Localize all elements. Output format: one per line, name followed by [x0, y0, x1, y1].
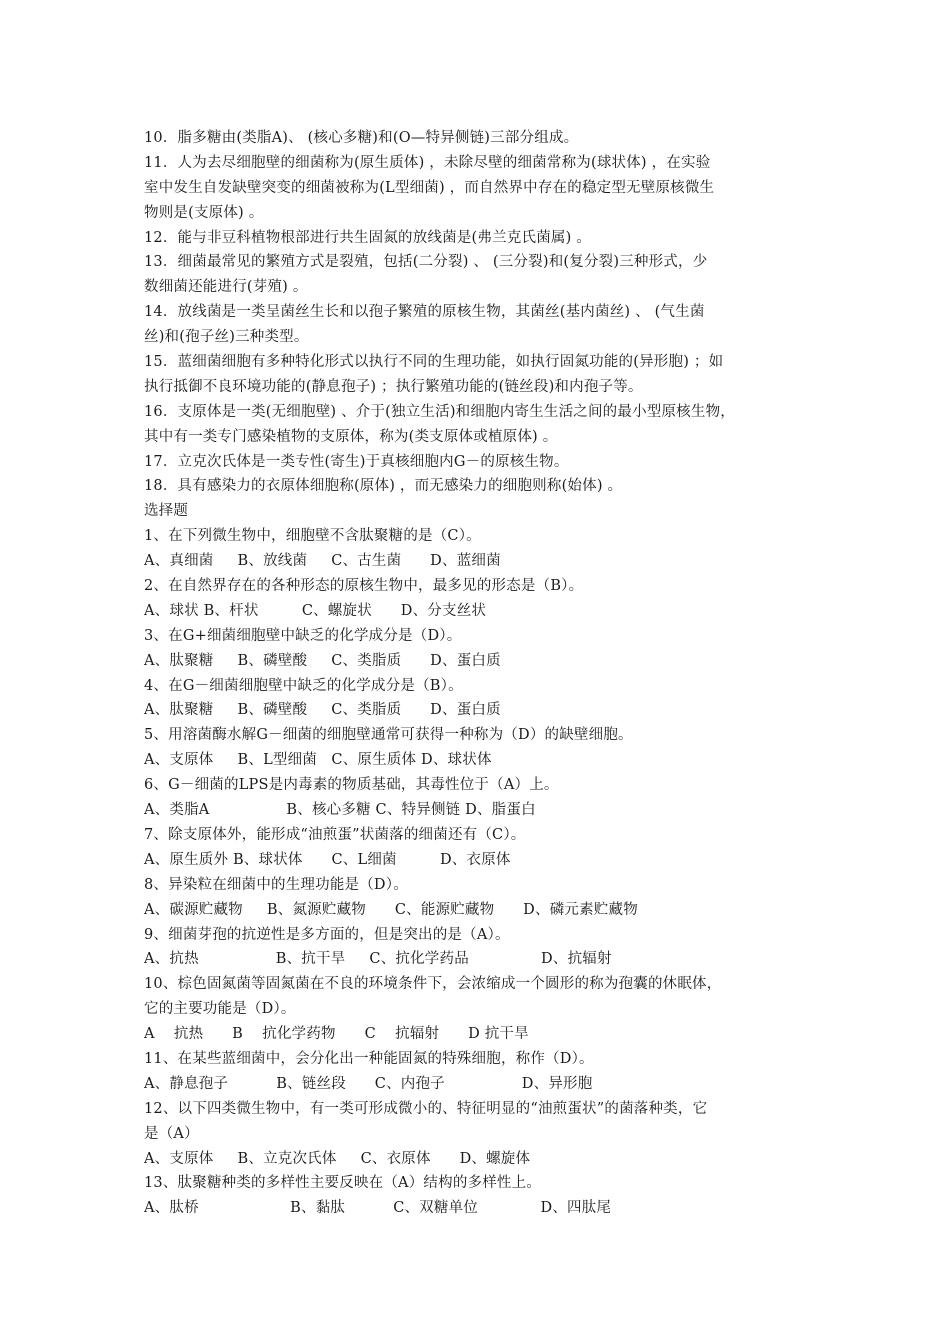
text-line: 它的主要功能是（D）。 — [144, 1001, 296, 1018]
text-line: A、肽桥 B、黏肽 C、双糖单位 D、四肽尾 — [144, 1200, 612, 1217]
text-line: 18．具有感染力的衣原体细胞称(原体) ，而无感染力的细胞则称(始体) 。 — [144, 478, 623, 495]
text-line: 8、异染粒在细菌中的生理功能是（D）。 — [144, 876, 408, 893]
text-line: A、碳源贮藏物 B、氮源贮藏物 C、能源贮藏物 D、磷元素贮藏物 — [144, 901, 638, 918]
text-line: A、抗热 B、抗干旱 C、抗化学药品 D、抗辐射 — [144, 951, 612, 968]
text-line: A、真细菌 B、放线菌 C、古生菌 D、蓝细菌 — [144, 553, 501, 570]
text-line: 12、以下四类微生物中，有一类可形成微小的、特征明显的“油煎蛋状”的菌落种类，它 — [144, 1100, 708, 1117]
text-line: 丝)和(孢子丝)三种类型。 — [144, 329, 309, 346]
text-line: A、原生质外 B、球状体 C、L细菌 D、衣原体 — [144, 851, 511, 868]
text-line: A、静息孢子 B、链丝段 C、内孢子 D、异形胞 — [144, 1075, 593, 1092]
text-line: 其中有一类专门感染植物的支原体，称为(类支原体或植原体) 。 — [144, 428, 558, 445]
text-line: 7、除支原体外，能形成“油煎蛋”状菌落的细菌还有（C）。 — [144, 826, 526, 843]
text-line: 17．立克次氏体是一类专性(寄生)于真核细胞内G－的原核生物。 — [144, 453, 569, 470]
text-line: 室中发生自发缺壁突变的细菌被称为(L型细菌) ，而自然界中存在的稳定型无壁原核微生 — [144, 179, 715, 196]
text-line: 14．放线菌是一类呈菌丝生长和以孢子繁殖的原核生物，其菌丝(基内菌丝) 、 (气生菌 — [144, 304, 705, 321]
document-body — [144, 126, 824, 1221]
text-line: A、肽聚糖 B、磷壁酸 C、类脂质 D、蛋白质 — [144, 652, 501, 669]
text-line: 是（A） — [144, 1125, 199, 1142]
text-line: 15．蓝细菌细胞有多种特化形式以执行不同的生理功能，如执行固氮功能的(异形胞) ；如 — [144, 354, 724, 371]
text-line: 3、在G+细菌细胞壁中缺乏的化学成分是（D）。 — [144, 627, 462, 644]
text-line: A、支原体 B、立克次氏体 C、衣原体 D、螺旋体 — [144, 1150, 531, 1167]
text-line: 10、棕色固氮菌等固氮菌在不良的环境条件下，会浓缩成一个圆形的称为孢囊的休眠体， — [144, 976, 722, 993]
text-line: 1、在下列微生物中，细胞壁不含肽聚糖的是（C）。 — [144, 528, 481, 545]
text-line: 物则是(支原体) 。 — [144, 204, 264, 221]
text-line: 16．支原体是一类(无细胞壁) 、介于(独立生活)和细胞内寄生生活之间的最小型原核生物， — [144, 403, 735, 420]
text-line: A 抗热 B 抗化学药物 C 抗辐射 D 抗干旱 — [144, 1026, 529, 1043]
text-line: A、支原体 B、L型细菌 C、原生质体 D、球状体 — [144, 752, 492, 769]
text-line: 11．人为去尽细胞壁的细菌称为(原生质体) ，未除尽壁的细菌常称为(球状体) ，在实验 — [144, 154, 711, 171]
text-line: 10．脂多糖由(类脂A)、 (核心多糖)和(O—特异侧链)三部分组成。 — [144, 130, 579, 146]
text-line: 选择题 — [144, 503, 189, 520]
text-line: 4、在G－细菌细胞壁中缺乏的化学成分是（B）。 — [144, 677, 463, 694]
text-line: 9、细菌芽孢的抗逆性是多方面的，但是突出的是（A）。 — [144, 926, 510, 943]
text-line: A、类脂A B、核心多糖 C、特异侧链 D、脂蛋白 — [144, 802, 536, 819]
text-line: 12．能与非豆科植物根部进行共生固氮的放线菌是(弗兰克氏菌属) 。 — [144, 229, 591, 246]
text-line: 11、在某些蓝细菌中，会分化出一种能固氮的特殊细胞，称作（D）。 — [144, 1050, 594, 1067]
text-line: 数细菌还能进行(芽殖) 。 — [144, 279, 308, 296]
text-line: A、球状 B、杆状 C、螺旋状 D、分支丝状 — [144, 602, 487, 619]
text-line: 13．细菌最常见的繁殖方式是裂殖，包括(二分裂) 、 (三分裂)和(复分裂)三种形式，少 — [144, 254, 708, 271]
text-line: 2、在自然界存在的各种形态的原核生物中，最多见的形态是（B）。 — [144, 578, 584, 595]
text-line: 13、肽聚糖种类的多样性主要反映在（A）结构的多样性上。 — [144, 1175, 542, 1192]
text-line: 执行抵御不良环境功能的(静息孢子) ；执行繁殖功能的(链丝段)和内孢子等。 — [144, 378, 643, 395]
text-line: 5、用溶菌酶水解G－细菌的细胞壁通常可获得一种称为（D）的缺壁细胞。 — [144, 727, 633, 744]
text-line: A、肽聚糖 B、磷壁酸 C、类脂质 D、蛋白质 — [144, 702, 501, 719]
text-line: 6、G－细菌的LPS是内毒素的物质基础，其毒性位于（A）上。 — [144, 777, 559, 794]
